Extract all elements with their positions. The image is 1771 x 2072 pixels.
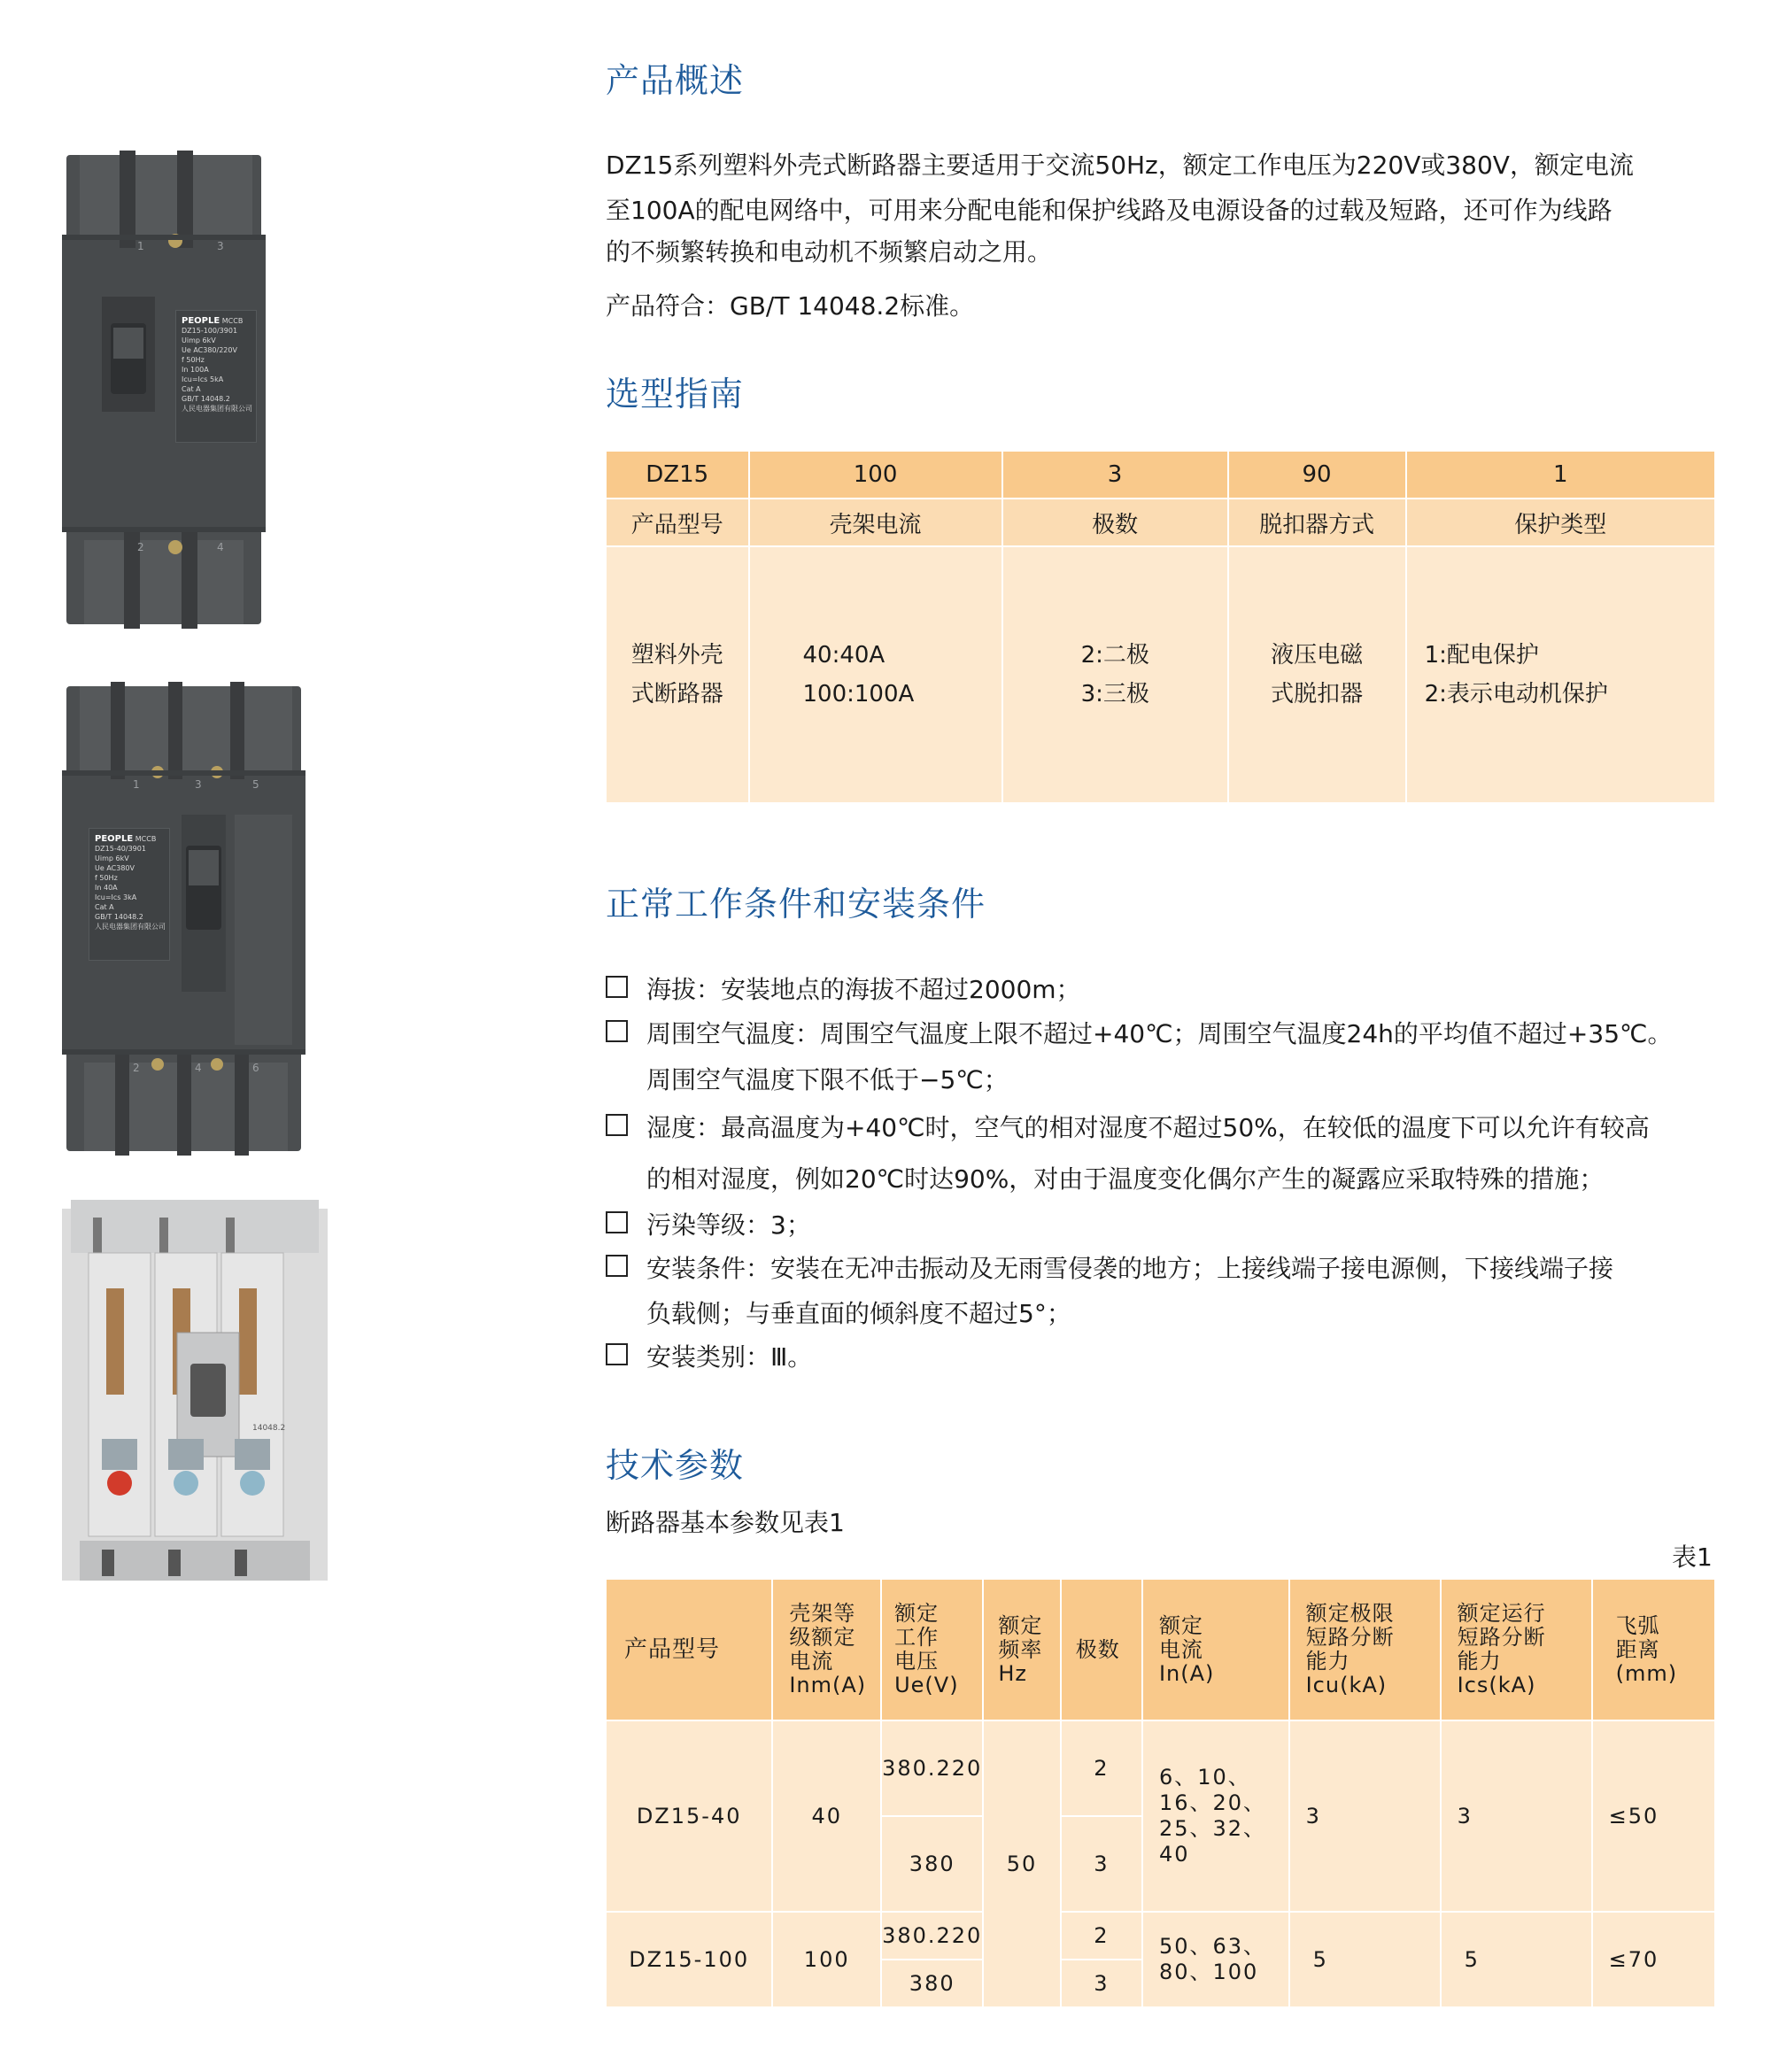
header-poles: 极数: [1061, 1579, 1142, 1720]
cell-hz: 50: [983, 1720, 1060, 2007]
label-cell: 壳架电流: [749, 499, 1002, 546]
cell-in: 50、63、 80、100: [1142, 1912, 1289, 2007]
cell-ue: 380.220: [881, 1912, 983, 1960]
checkbox-icon: [606, 1343, 628, 1365]
terminal-1: 1: [137, 240, 144, 252]
cell-arc: ≤50: [1592, 1720, 1715, 1912]
header-hz: 额定 频率 Hz: [983, 1579, 1060, 1720]
desc-cell-poles: 2:二极 3:三极: [1002, 546, 1228, 803]
desc-cell-type: 塑料外壳 式断路器: [606, 546, 749, 803]
checkbox-icon: [606, 1211, 628, 1233]
header-arc: 飞弧 距离 (mm): [1592, 1579, 1715, 1720]
code-cell: 1: [1406, 451, 1715, 499]
terminal-3p-1: 1: [133, 778, 140, 791]
header-inm: 壳架等 级额定 电流 Inm(A): [772, 1579, 881, 1720]
selection-table: [605, 450, 1716, 804]
breaker-2p-photo: [62, 151, 266, 629]
cell-model: DZ15-100: [606, 1912, 772, 2007]
cell-ue: 380: [881, 1960, 983, 2007]
label-cell: 产品型号: [606, 499, 749, 546]
condition-humidity: 湿度：最高温度为+40℃时，空气的相对湿度不超过50%，在较低的温度下可以允许有较高: [646, 1113, 1650, 1142]
cell-icu: 3: [1289, 1720, 1441, 1912]
terminal-3p-2: 2: [133, 1062, 140, 1074]
rating-label-2p: PEOPLE MCCB DZ15-100/3901 Uimp 6kV Ue AC380/220V f 50Hz In 100A Icu=Ics 5kA Cat A GB/T 14048.2 人民电器集团有限公司: [175, 310, 257, 443]
overview-line-3: 的不频繁转换和电动机不频繁启动之用。: [606, 237, 1053, 267]
checkbox-icon: [606, 1114, 628, 1136]
cell-pole: 2: [1061, 1912, 1142, 1960]
condition-installation-cont: 负载侧；与垂直面的倾斜度不超过5°；: [646, 1299, 1071, 1328]
rating-label-3p: PEOPLE MCCB DZ15-40/3901 Uimp 6kV Ue AC380V f 50Hz In 40A Icu=Ics 3kA Cat A GB/T 14048.2 人民电器集团有限公司: [89, 828, 170, 961]
cell-ics: 3: [1441, 1720, 1592, 1912]
desc-cell-protection: 1:配电保护 2:表示电动机保护: [1406, 546, 1715, 803]
code-cell: 90: [1228, 451, 1406, 499]
overview-heading: 产品概述: [606, 61, 745, 100]
condition-altitude: 海拔：安装地点的海拔不超过2000m；: [646, 975, 1081, 1004]
breaker-3p-photo: [62, 682, 305, 1156]
header-ue: 额定 工作 电压 Ue(V): [881, 1579, 983, 1720]
cell-in: 6、10、 16、20、 25、32、 40: [1142, 1720, 1289, 1912]
overview-line-1: DZ15系列塑料外壳式断路器主要适用于交流50Hz，额定工作电压为220V或380V，额定电流: [606, 151, 1634, 180]
cell-ue: 380: [881, 1816, 983, 1912]
code-cell: 100: [749, 451, 1002, 499]
code-cell: 3: [1002, 451, 1228, 499]
code-cell: DZ15: [606, 451, 749, 499]
condition-temperature: 周围空气温度：周围空气温度上限不超过+40℃；周围空气温度24h的平均值不超过+35℃。: [646, 1019, 1673, 1048]
breaker-transparent-photo: [62, 1200, 328, 1581]
terminal-2: 2: [137, 541, 144, 553]
condition-pollution: 污染等级：3；: [646, 1210, 811, 1240]
terminal-3: 3: [217, 240, 224, 252]
header-model: 产品型号: [606, 1579, 772, 1720]
std-text-transparent: 14048.2: [252, 1424, 286, 1433]
condition-humidity-cont: 的相对湿度，例如20℃时达90%，对由于温度变化偶尔产生的凝露应采取特殊的措施；: [646, 1164, 1605, 1194]
cell-ue: 380.220: [881, 1720, 983, 1816]
checkbox-icon: [606, 976, 628, 998]
condition-installation: 安装条件：安装在无冲击振动及无雨雪侵袭的地方；上接线端子接电源侧，下接线端子接: [646, 1254, 1614, 1283]
header-ics: 额定运行 短路分断 能力 Ics(kA): [1441, 1579, 1592, 1720]
cell-pole: 3: [1061, 1816, 1142, 1912]
cell-model: DZ15-40: [606, 1720, 772, 1912]
cell-arc: ≤70: [1592, 1912, 1715, 2007]
tech-intro: 断路器基本参数见表1: [606, 1508, 845, 1537]
cell-inm: 100: [772, 1912, 881, 2007]
header-in: 额定 电流 In(A): [1142, 1579, 1289, 1720]
tech-heading: 技术参数: [606, 1446, 745, 1485]
condition-temperature-cont: 周围空气温度下限不低于−5℃；: [646, 1065, 1009, 1094]
checkbox-icon: [606, 1020, 628, 1042]
desc-cell-frame-current: 40:40A 100:100A: [749, 546, 1002, 803]
cell-inm: 40: [772, 1720, 881, 1912]
cell-pole: 3: [1061, 1960, 1142, 2007]
label-cell: 保护类型: [1406, 499, 1715, 546]
terminal-3p-3: 3: [195, 778, 202, 791]
terminal-4: 4: [217, 541, 224, 553]
selection-heading: 选型指南: [606, 375, 745, 414]
label-cell: 脱扣器方式: [1228, 499, 1406, 546]
cell-ics: 5: [1441, 1912, 1592, 2007]
checkbox-icon: [606, 1255, 628, 1277]
conditions-heading: 正常工作条件和安装条件: [606, 885, 986, 924]
terminal-3p-6: 6: [252, 1062, 259, 1074]
terminal-3p-5: 5: [252, 778, 259, 791]
table-label: 表1: [1672, 1542, 1713, 1572]
parameter-table: [605, 1578, 1716, 2008]
terminal-3p-4: 4: [195, 1062, 202, 1074]
cell-pole: 2: [1061, 1720, 1142, 1816]
condition-category: 安装类别：Ⅲ。: [646, 1342, 813, 1372]
header-icu: 额定极限 短路分断 能力 Icu(kA): [1289, 1579, 1441, 1720]
overview-standard: 产品符合：GB/T 14048.2标准。: [606, 291, 975, 321]
label-cell: 极数: [1002, 499, 1228, 546]
overview-line-2: 至100A的配电网络中，可用来分配电能和保护线路及电源设备的过载及短路，还可作为线路: [606, 196, 1612, 225]
desc-cell-trip: 液压电磁 式脱扣器: [1228, 546, 1406, 803]
cell-icu: 5: [1289, 1912, 1441, 2007]
